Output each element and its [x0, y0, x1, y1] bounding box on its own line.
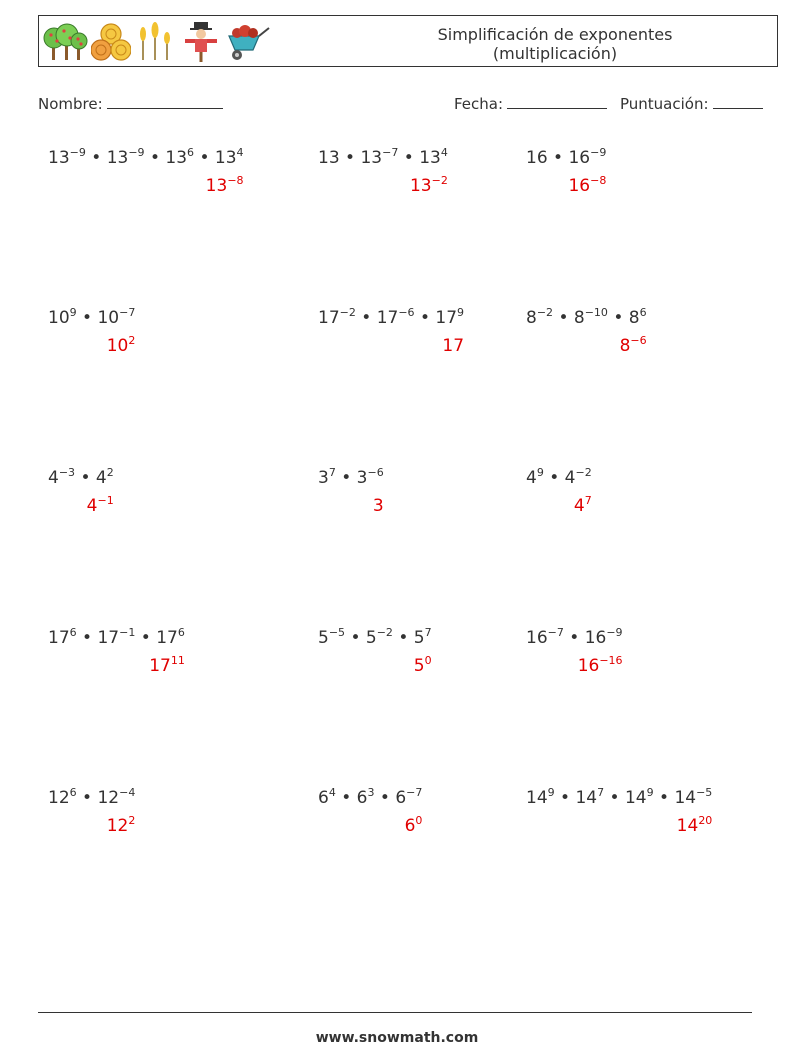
- multiply-dot: •: [75, 468, 96, 488]
- term: $16^{-9}$: [568, 146, 607, 168]
- answer-term: $13^{-2}$: [409, 174, 448, 196]
- problem-12: [526, 626, 623, 676]
- term: $4^{-2}$: [564, 466, 592, 488]
- term: $17^9$: [435, 306, 465, 328]
- problem-5: [318, 306, 465, 356]
- term: $13^{-9}$: [48, 146, 86, 168]
- wheelbarrow-icon: [225, 22, 271, 62]
- multiply-dot: •: [76, 628, 98, 648]
- multiply-dot: •: [335, 468, 357, 488]
- name-field: [38, 94, 223, 113]
- multiply-dot: •: [76, 308, 98, 328]
- worksheet-header: [38, 15, 778, 67]
- term: $17^6$: [48, 626, 77, 648]
- multiply-dot: •: [543, 468, 565, 488]
- term: $8^{-10}$: [573, 306, 608, 328]
- problem-11: [318, 626, 432, 676]
- problem-1: [48, 146, 244, 196]
- term: $8^{-2}$: [526, 306, 554, 328]
- answer-term: $4^{-1}$: [86, 494, 114, 516]
- answer-term: $4^7$: [573, 494, 592, 516]
- answer-term: $13^{-8}$: [205, 174, 244, 196]
- problem-answer: [578, 656, 623, 676]
- problem-15: [526, 786, 713, 836]
- problem-expression: [48, 628, 185, 648]
- problem-expression: [318, 468, 384, 488]
- date-field: [454, 94, 607, 113]
- footer-url: www.snowmath.com: [315, 1030, 479, 1046]
- answer-term: $5^0$: [413, 654, 432, 676]
- multiply-dot: •: [653, 788, 675, 808]
- term: $13^4$: [419, 146, 448, 168]
- term: $10^{-7}$: [97, 306, 136, 328]
- problem-expression: [526, 468, 592, 488]
- term: $13^6$: [165, 146, 195, 168]
- term: $6^3$: [356, 786, 375, 808]
- problem-expression: [318, 628, 432, 648]
- multiply-dot: •: [339, 148, 361, 168]
- multiply-dot: •: [607, 308, 629, 328]
- wheat-icon: [135, 22, 175, 62]
- term: $17^6$: [156, 626, 185, 648]
- problem-answer: [568, 176, 606, 196]
- answer-term: 3: [372, 496, 384, 516]
- term: $14^7$: [575, 786, 605, 808]
- term: $14^9$: [624, 786, 654, 808]
- term: $6^{-7}$: [395, 786, 423, 808]
- problem-expression: [318, 148, 448, 168]
- date-blank[interactable]: [507, 94, 607, 109]
- multiply-dot: •: [554, 788, 576, 808]
- problem-answer: [442, 336, 464, 356]
- multiply-dot: •: [135, 628, 157, 648]
- term: $4^{-3}$: [48, 466, 76, 488]
- title-line-1: Simplificación de exponentes: [437, 25, 673, 44]
- problem-expression: [526, 148, 606, 168]
- term: $3^{-6}$: [356, 466, 384, 488]
- term: $17^{-6}$: [376, 306, 415, 328]
- term: $6^4$: [318, 786, 336, 808]
- problem-expression: [526, 788, 712, 808]
- answer-term: $8^{-6}$: [619, 334, 647, 356]
- multiply-dot: •: [335, 788, 357, 808]
- problem-answer: [574, 496, 592, 516]
- term: $12^6$: [48, 786, 77, 808]
- problem-expression: [318, 788, 422, 808]
- problem-answer: [87, 496, 114, 516]
- multiply-dot: •: [414, 308, 436, 328]
- term: $5^{-5}$: [318, 626, 346, 648]
- scarecrow-icon: [181, 22, 221, 62]
- problem-answer: [414, 656, 432, 676]
- problem-expression: [318, 308, 464, 328]
- problem-7: [48, 466, 114, 516]
- term: $3^7$: [318, 466, 336, 488]
- answer-term: 17: [442, 336, 465, 356]
- date-label: Fecha:: [454, 95, 504, 113]
- multiply-dot: •: [76, 788, 98, 808]
- problem-6: [526, 306, 647, 356]
- term: $17^{-2}$: [318, 306, 356, 328]
- term: $10^9$: [48, 306, 77, 328]
- problem-answer: [149, 656, 185, 676]
- multiply-dot: •: [194, 148, 215, 168]
- problem-expression: [48, 788, 135, 808]
- multiply-dot: •: [604, 788, 625, 808]
- problem-10: [48, 626, 185, 676]
- name-label: Nombre:: [38, 95, 103, 113]
- answer-term: $10^2$: [106, 334, 136, 356]
- hay-bales-icon: [91, 22, 131, 62]
- problem-answer: [373, 496, 384, 516]
- score-label: Puntuación:: [620, 95, 709, 113]
- term: $5^{-2}$: [365, 626, 393, 648]
- term: $14^{-5}$: [674, 786, 713, 808]
- problem-answer: [206, 176, 244, 196]
- term: $12^{-4}$: [97, 786, 136, 808]
- problem-expression: [526, 628, 623, 648]
- problem-expression: [48, 308, 135, 328]
- problem-expression: [48, 468, 114, 488]
- answer-term: $12^2$: [106, 814, 136, 836]
- problem-2: [318, 146, 448, 196]
- problem-8: [318, 466, 384, 516]
- problem-answer: [107, 816, 136, 836]
- problem-13: [48, 786, 136, 836]
- problem-answer: [107, 336, 136, 356]
- answer-term: $6^0$: [404, 814, 423, 836]
- score-blank[interactable]: [713, 94, 763, 109]
- name-blank[interactable]: [107, 94, 223, 109]
- problem-answer: [405, 816, 423, 836]
- term: $16^{-9}$: [584, 626, 623, 648]
- multiply-dot: •: [563, 628, 585, 648]
- answer-term: $16^{-8}$: [568, 174, 607, 196]
- term: 13: [318, 148, 340, 168]
- term: $4^2$: [95, 466, 114, 488]
- problem-3: [526, 146, 607, 196]
- multiply-dot: •: [547, 148, 569, 168]
- multiply-dot: •: [374, 788, 396, 808]
- term: 16: [526, 148, 548, 168]
- problem-14: [318, 786, 423, 836]
- answer-term: $17^{11}$: [149, 654, 185, 676]
- problem-answer: [620, 336, 647, 356]
- term: $13^4$: [214, 146, 244, 168]
- term: $13^{-9}$: [106, 146, 145, 168]
- term: $8^6$: [628, 306, 647, 328]
- term: $5^7$: [413, 626, 432, 648]
- multiply-dot: •: [553, 308, 574, 328]
- problem-answer: [410, 176, 448, 196]
- trees-icon: [43, 22, 89, 62]
- multiply-dot: •: [355, 308, 377, 328]
- worksheet-title: [405, 25, 705, 63]
- term: $13^{-7}$: [360, 146, 399, 168]
- problem-expression: [526, 308, 647, 328]
- term: $14^9$: [526, 786, 555, 808]
- term: $17^{-1}$: [97, 626, 136, 648]
- footer-divider: [38, 1012, 752, 1013]
- problem-4: [48, 306, 136, 356]
- title-line-2: (multiplicación): [492, 44, 618, 63]
- problem-9: [526, 466, 592, 516]
- multiply-dot: •: [398, 148, 420, 168]
- multiply-dot: •: [144, 148, 166, 168]
- multiply-dot: •: [345, 628, 366, 648]
- score-field: [620, 94, 763, 113]
- problem-answer: [677, 816, 713, 836]
- answer-term: $14^{20}$: [676, 814, 713, 836]
- term: $16^{-7}$: [526, 626, 564, 648]
- answer-term: $16^{-16}$: [577, 654, 623, 676]
- problem-expression: [48, 148, 244, 168]
- multiply-dot: •: [392, 628, 414, 648]
- term: $4^9$: [526, 466, 544, 488]
- multiply-dot: •: [85, 148, 107, 168]
